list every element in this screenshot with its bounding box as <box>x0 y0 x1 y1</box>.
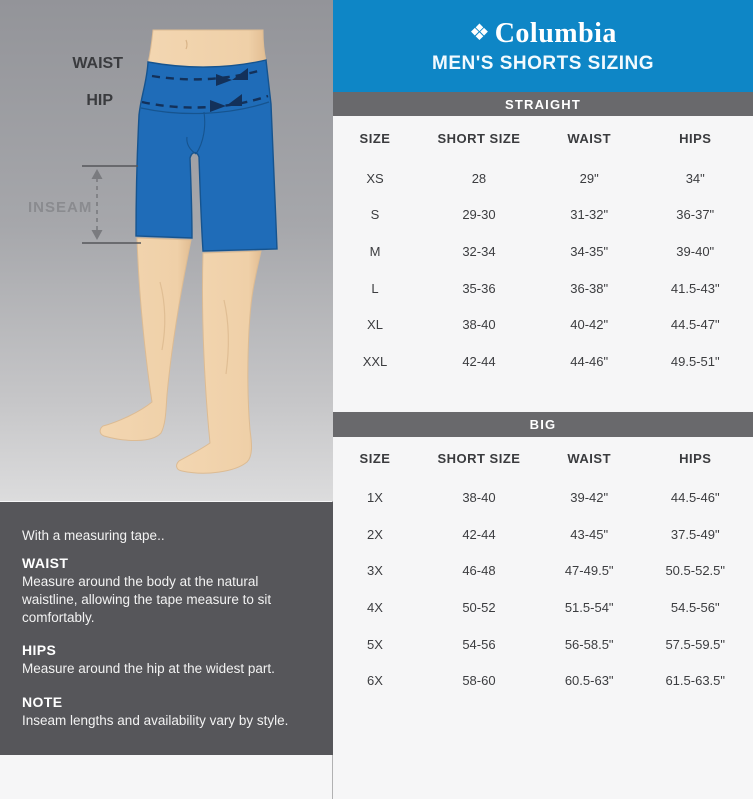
right-leg-shape <box>177 251 261 473</box>
column-header: WAIST <box>567 130 612 146</box>
table-cell: 29" <box>579 170 599 186</box>
shorts-figure-svg <box>0 0 333 501</box>
table-cell: 57.5-59.5" <box>665 636 726 652</box>
table-cell: 3X <box>367 563 383 579</box>
table-cell: M <box>369 243 381 259</box>
brand-logo <box>469 18 617 50</box>
column-header: HIPS <box>679 450 712 466</box>
left-leg-shape <box>100 238 191 441</box>
hip-label: HIP <box>86 92 113 109</box>
table-cell: 41.5-43" <box>670 280 720 296</box>
section-title: STRAIGHT <box>504 96 582 112</box>
table-row <box>333 589 753 626</box>
table-cell: 42-44 <box>462 526 496 542</box>
page-title: MEN'S SHORTS SIZING <box>432 52 654 74</box>
table-row <box>333 516 753 553</box>
table-cell: 29-30 <box>462 207 496 223</box>
torso-shape <box>148 30 266 68</box>
hips-instruction-body: Measure around the hip at the widest part. <box>22 661 275 677</box>
table-cell: 58-60 <box>462 673 496 689</box>
section-bar-big <box>333 412 753 437</box>
hips-instruction-heading: HIPS <box>22 642 57 659</box>
table-cell: 37.5-49" <box>670 526 720 542</box>
table-cell: L <box>371 280 379 296</box>
note-heading: NOTE <box>22 694 63 711</box>
inseam-arrow-down-icon <box>92 230 103 240</box>
table-cell: 47-49.5" <box>564 563 614 579</box>
table-cell: 34" <box>685 170 705 186</box>
table-cell: 54-56 <box>462 636 496 652</box>
column-header: SIZE <box>359 450 391 466</box>
table-cell: 44-46" <box>570 353 609 369</box>
column-header: SHORT SIZE <box>437 130 521 146</box>
table-header-row <box>333 437 753 479</box>
table-cell: 49.5-51" <box>670 353 720 369</box>
right-column <box>333 0 753 799</box>
table-cell: 42-44 <box>462 353 496 369</box>
columbia-diamond-icon: ❖ <box>469 19 490 45</box>
table-cell: 44.5-47" <box>670 317 720 333</box>
inseam-arrow-up-icon <box>92 169 103 179</box>
size-table-big <box>333 437 753 799</box>
table-cell: XXL <box>362 353 388 369</box>
table-row <box>333 233 753 270</box>
waist-label: WAIST <box>72 55 123 72</box>
table-cell: 4X <box>367 599 383 615</box>
table-cell: 6X <box>367 673 383 689</box>
table-cell: 44.5-46" <box>670 489 720 505</box>
column-header: SIZE <box>359 130 391 146</box>
section-title: BIG <box>529 417 557 432</box>
brand-header <box>333 0 753 92</box>
table-cell: 43-45" <box>570 526 609 542</box>
table-cell: 5X <box>367 636 383 652</box>
table-cell: 32-34 <box>462 243 496 259</box>
table-cell: 54.5-56" <box>670 599 720 615</box>
inseam-label: INSEAM <box>28 199 93 216</box>
table-row <box>333 552 753 589</box>
table-row <box>333 160 753 197</box>
waist-instruction-body: Measure around the body at the natural waistline, allowing the tape measure to sit comfortably. <box>22 574 272 625</box>
table-row <box>333 270 753 307</box>
shorts-shape <box>136 60 277 251</box>
table-cell: S <box>370 207 380 223</box>
table-cell: 36-37" <box>676 207 715 223</box>
table-cell: XS <box>366 170 384 186</box>
table-row <box>333 626 753 663</box>
left-column <box>0 0 333 799</box>
table-cell: 50.5-52.5" <box>665 563 726 579</box>
table-row <box>333 306 753 343</box>
table-cell: 31-32" <box>570 207 609 223</box>
table-cell: 28 <box>471 170 487 186</box>
table-cell: 39-40" <box>676 243 715 259</box>
table-cell: 39-42" <box>570 489 609 505</box>
figure-illustration <box>0 0 333 501</box>
table-cell: 35-36 <box>462 280 496 296</box>
table-cell: 2X <box>367 526 383 542</box>
table-cell: 61.5-63.5" <box>665 673 726 689</box>
table-cell: XL <box>367 317 383 333</box>
table-row <box>333 343 753 380</box>
intro-text: With a measuring tape.. <box>22 528 165 543</box>
column-header: WAIST <box>567 450 612 466</box>
table-row <box>333 662 753 699</box>
table-cell: 51.5-54" <box>564 599 614 615</box>
table-cell: 38-40 <box>462 317 496 333</box>
table-cell: 46-48 <box>462 563 496 579</box>
column-header: HIPS <box>679 130 712 146</box>
note-body: Inseam lengths and availability vary by style. <box>22 713 289 729</box>
table-header-row <box>333 116 753 160</box>
table-cell: 50-52 <box>462 599 496 615</box>
size-table-straight <box>333 116 753 412</box>
table-row <box>333 479 753 516</box>
table-cell: 60.5-63" <box>564 673 614 689</box>
section-bar-straight <box>333 92 753 116</box>
waist-instruction-heading: WAIST <box>22 555 69 571</box>
table-cell: 38-40 <box>462 489 496 505</box>
brand-name: Columbia <box>494 17 617 49</box>
table-cell: 40-42" <box>570 317 609 333</box>
table-cell: 34-35" <box>570 243 609 259</box>
column-header: SHORT SIZE <box>437 450 521 466</box>
table-cell: 56-58.5" <box>564 636 614 652</box>
table-cell: 36-38" <box>570 280 609 296</box>
table-cell: 1X <box>367 489 383 505</box>
table-row <box>333 197 753 234</box>
measuring-info-panel <box>0 502 333 755</box>
